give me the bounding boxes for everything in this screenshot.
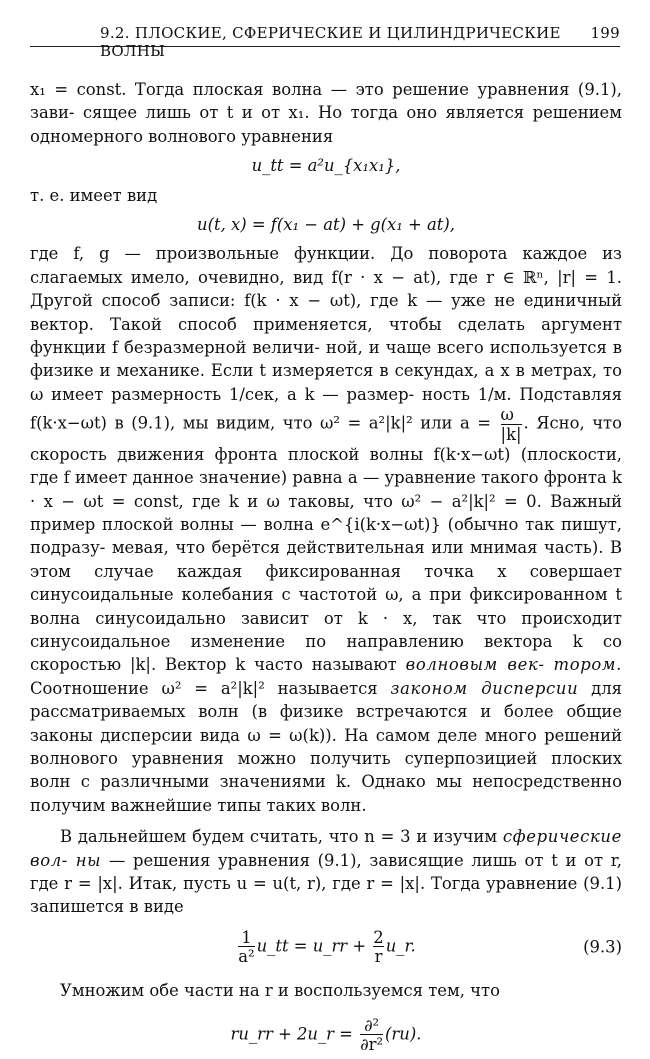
equation-radial-identity: ru_rr + 2u_r = $\frac{\text{∂²}}{\text{∂r²}}$ (ru). <box>230 1015 422 1054</box>
paragraph-3 <box>30 242 622 817</box>
text-line: x₁ = const. Тогда плоская волна — это решение уравнения (9.1), зави- <box>30 80 622 123</box>
paragraph-1 <box>30 78 622 148</box>
text-line: a = <box>459 414 499 433</box>
text-line: Соотношение ω² = a²|k|² называется <box>30 678 391 698</box>
text-line: записи: f(k · x − ωt), где k — уже не единичный вектор. Такой способ <box>30 291 622 334</box>
text-line: уравнения можно получить суперпозицией плоских волн с различными <box>30 749 622 792</box>
text-line: мевая, что берётся действительная или мнимая часть). В этом случае <box>30 538 622 581</box>
text-line: таких волн. <box>266 795 367 815</box>
text-line: значениями k. Однако мы непосредственно получим важнейшие типы <box>30 772 622 815</box>
paragraph-4 <box>30 825 622 919</box>
equation-dalembert: u(t, x) = f(x₁ − at) + g(x₁ + at), <box>197 215 455 235</box>
body-text <box>30 78 622 1059</box>
fraction-one-over-a2: $\frac{1}{\text{a²}}$ <box>238 927 255 967</box>
term-wave-vector: волновым век- <box>405 655 545 675</box>
text-line: ной, и чаще всего используется в физике и механике. Если t измеряется <box>30 338 622 381</box>
text-line: каждая фиксированная точка x совершает синусоидальные колебания <box>30 561 622 605</box>
text-line: виде <box>143 897 184 917</box>
text-line: ность 1/м. Подставляя f(k·x−ωt) в (9.1), мы видим, что ω² = a²|k|² или <box>30 384 623 433</box>
text-line: имело, очевидно, вид f(r · x − at), где r ∈ ℝⁿ, |r| = 1. Другой способ <box>30 267 622 311</box>
text-line: . Ясно, что скорость движения фронта плоской волны f(k·x−ωt) <box>30 414 622 464</box>
text-line: Итак, пусть u = u(t, r), где r = |x|. Тогда уравнение (9.1) запишется в <box>30 874 622 917</box>
equation-number: (9.3) <box>583 937 622 957</box>
text-line: k · x, так что происходит синусоидальное изменение по направлению <box>30 608 622 651</box>
paragraph-5: Умножим обе части на r и воспользуемся тем, что <box>60 981 500 1001</box>
text-line: с частотой ω, а при фиксированном t волна синусоидально зависит от <box>30 585 622 628</box>
page-number: 199 <box>590 24 620 42</box>
fraction-two-over-r: $\frac{2}{r}$ <box>373 927 384 967</box>
text-line: сящее лишь от t и от x₁. Но тогда оно является решением одномерного <box>30 103 623 146</box>
term-spherical-waves-end: ны <box>75 850 102 870</box>
running-header <box>30 20 620 60</box>
text-line: В дальнейшем будем считать, что n = 3 и изучим <box>60 827 503 847</box>
text-line: (плоскости, где f имеет данное значение) равна a — уравнение такого <box>30 444 622 488</box>
text-line: где f, g — произвольные функции. До поворота каждое из слагаемых <box>30 244 622 287</box>
term-wave-vector-end: тором. <box>553 655 623 675</box>
text-line: рассматриваемых волн (в физике встречаются и более общие законы <box>30 702 622 745</box>
text-line: для <box>578 678 623 698</box>
term-dispersion-law: законом дисперсии <box>390 678 579 698</box>
text-line: дисперсии вида ω = ω(k)). На самом деле много решений волнового <box>30 725 622 768</box>
section-title: 9.2. ПЛОСКИЕ, СФЕРИЧЕСКИЕ И ЦИЛИНДРИЧЕСКИЕ ВОЛНЫ <box>100 24 561 60</box>
paragraph-2: т. е. имеет вид <box>30 185 158 205</box>
text-line: волнового уравнения <box>148 126 334 146</box>
text-line: применяется, чтобы сделать аргумент функции f безразмерной величи- <box>30 314 623 358</box>
equation-9-3: $\frac{1}{\text{a²}}$ u_tt = u_rr + $\frac{2}{r}$ u_r. (9.3) <box>238 927 622 967</box>
term-spherical-waves: сферические вол- <box>30 827 622 870</box>
text-line: пример плоской волны — волна e^{i(k·x−ωt)} (обычно так пишут, подразу- <box>30 514 622 558</box>
text-line: фронта k · x − ωt = const, где k и ω таковы, что ω² − a²|k|² = 0. Важный <box>30 468 622 511</box>
text-line: — решения уравнения (9.1), зависящие лишь от t и от r, где r = |x|. <box>30 850 622 894</box>
fraction-omega-over-k: $\frac{\omega}{|k|}$ <box>500 405 522 444</box>
text-line: в секундах, а x в метрах, то ω имеет размерность 1/сек, а k — размер- <box>30 361 622 404</box>
text-line: вектора k со скоростью |k|. Вектор k часто называют <box>30 631 622 675</box>
equation-wave-1d: u_tt = a²u_{x₁x₁}, <box>251 156 401 176</box>
fraction-partial-derivative: $\frac{\text{∂²}}{\text{∂r²}}$ <box>360 1015 384 1054</box>
